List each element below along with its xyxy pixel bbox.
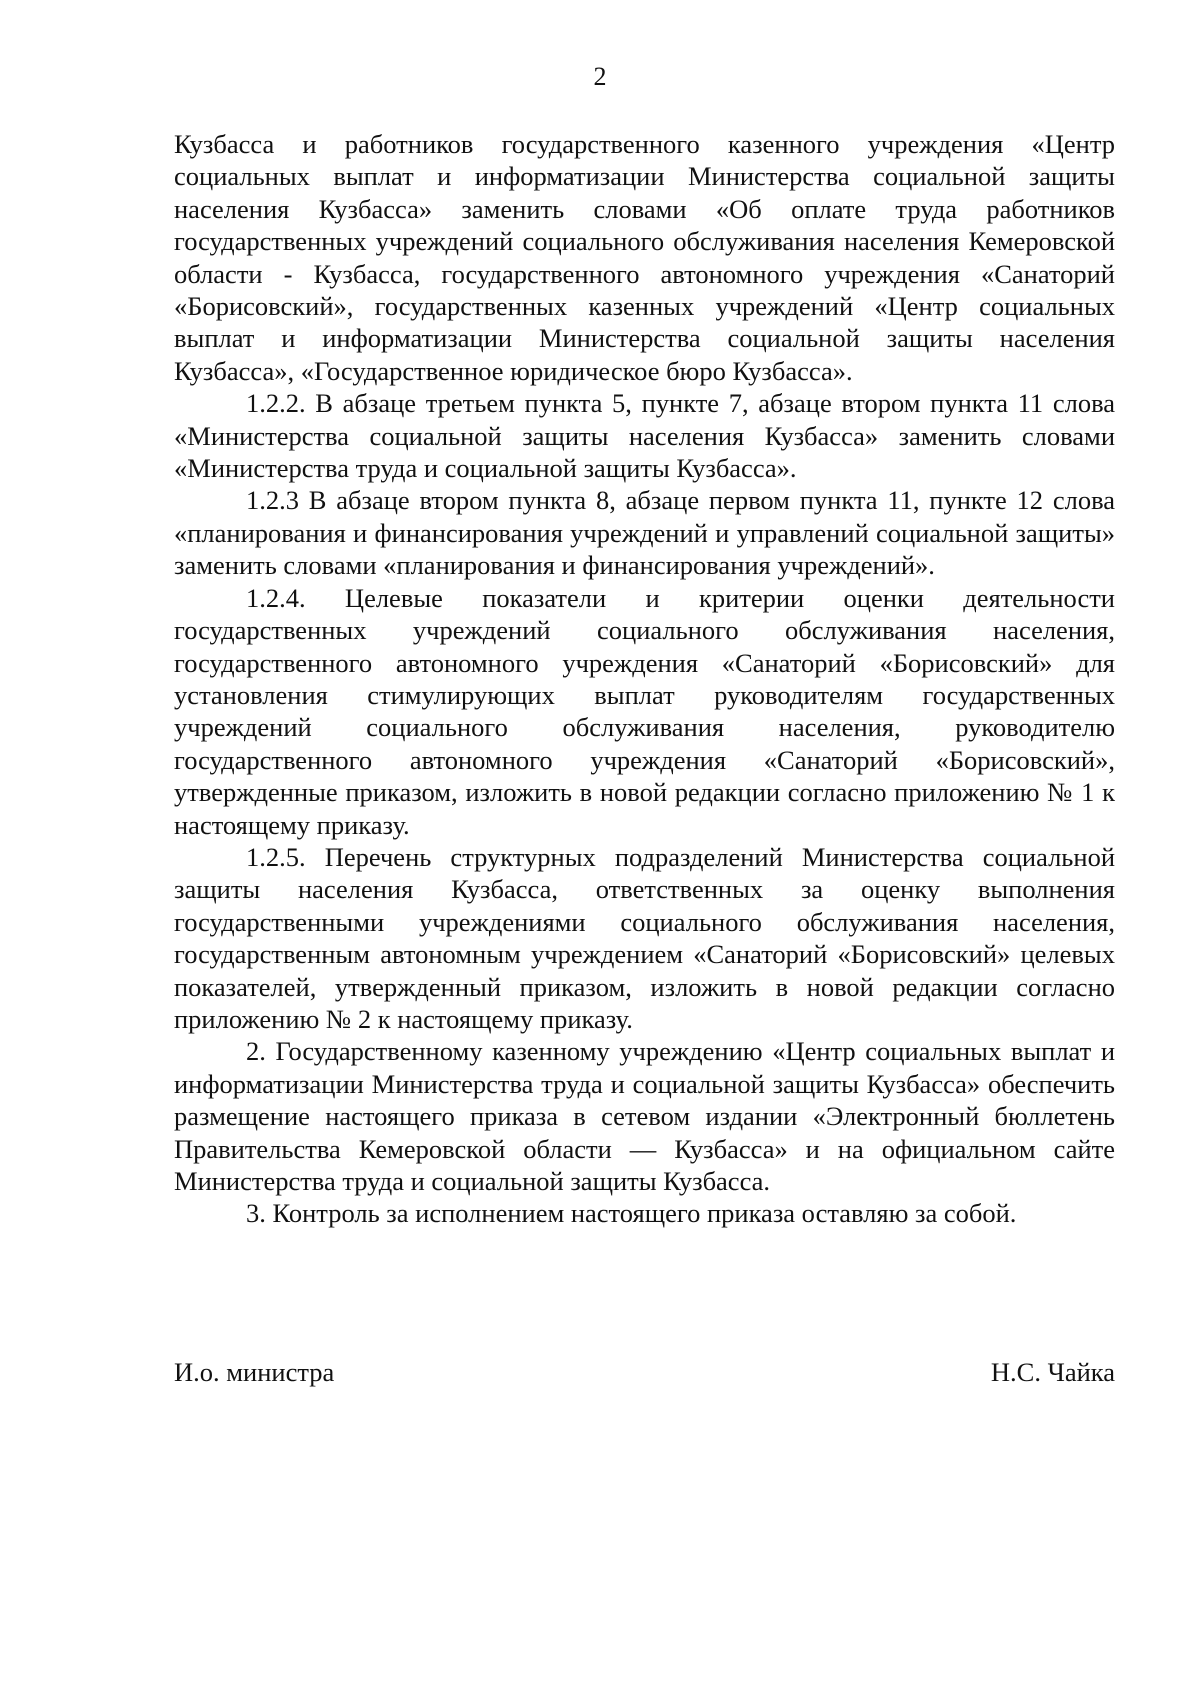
paragraph-1-2-3: 1.2.3 В абзаце втором пункта 8, абзаце первом пункта 11, пункте 12 слова «планирования и финансирования учреждений и управлений социальной защиты» заменить словами «планирования и финансирования учреждений». [174,485,1115,581]
paragraph-1-2-2: 1.2.2. В абзаце третьем пункта 5, пункте 7, абзаце втором пункта 11 слова «Министерства социальной защиты населения Кузбасса» заменить словами «Министерства труда и социальной защиты Кузбасса». [174,388,1115,484]
document-body [174,128,1115,1230]
page-number: 2 [593,62,607,91]
paragraph-continuation: Кузбасса и работников государственного казенного учреждения «Центр социальных выплат и информатизации Министерства социальной защиты населения Кузбасса» заменить словами «Об оплате труда работников государственных учреждений социального обслуживания населения Кемеровской области - Кузбасса, государственного автономного учреждения «Санаторий «Борисовский», государственных казенных учреждений «Центр социальных выплат и информатизации Министерства социальной защиты населения Кузбасса», «Государственное юридическое бюро Кузбасса». [174,129,1115,386]
paragraph-1-2-5: 1.2.5. Перечень структурных подразделений Министерства социальной защиты населения Кузбасса, ответственных за оценку выполнения государственными учреждениями социального обслуживания населения, государственным автономным учреждением «Санаторий «Борисовский» целевых показателей, утвержденный приказом, изложить в новой редакции согласно приложению № 2 к настоящему приказу. [174,841,1115,1034]
paragraph-2: 2. Государственному казенному учреждению «Центр социальных выплат и информатизации Министерства труда и социальной защиты Кузбасса» обеспечить размещение настоящего приказа в сетевом издании «Электронный бюллетень Правительства Кемеровской области — Кузбасса» и на официальном сайте Министерства труда и социальной защиты Кузбасса. [174,1036,1115,1196]
paragraph-1-2-4: 1.2.4. Целевые показатели и критерии оценки деятельности государственных учреждений социального обслуживания населения, государственного автономного учреждения «Санаторий «Борисовский» для установления стимулирующих выплат руководителям государственных учреждений социального обслуживания населения, руководителю государственного автономного учреждения «Санаторий «Борисовский», утвержденные приказом, изложить в новой редакции согласно приложению № 1 к настоящему приказу. [174,582,1115,840]
signatory-name: Н.С. Чайка [990,1357,1115,1387]
paragraph-3: 3. Контроль за исполнением настоящего приказа оставляю за собой. [246,1198,1017,1229]
signature-block [174,1356,1115,1388]
signatory-position: И.о. министра [174,1357,335,1387]
